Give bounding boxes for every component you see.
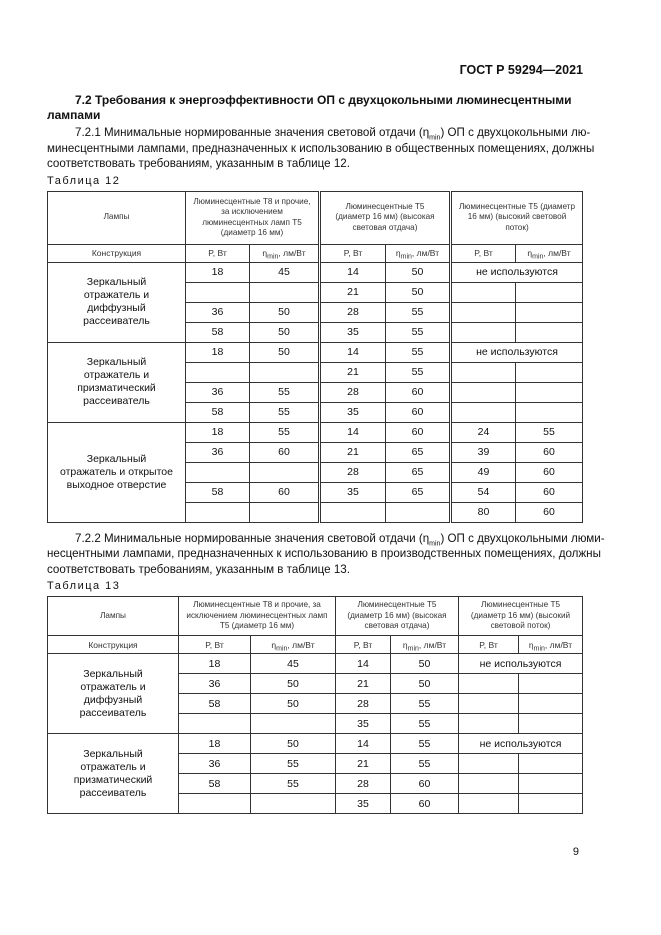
column-header-lamps: Лампы xyxy=(48,597,179,636)
table-13-caption: Таблица 13 xyxy=(47,580,121,592)
data-cell xyxy=(451,322,516,342)
data-cell: 55 xyxy=(386,302,451,322)
data-cell xyxy=(179,714,251,734)
not-used-cell: не используются xyxy=(451,262,583,282)
data-cell: 50 xyxy=(386,282,451,302)
data-cell: 58 xyxy=(179,774,251,794)
data-cell: 18 xyxy=(179,654,251,674)
data-cell xyxy=(519,694,583,714)
data-cell xyxy=(516,362,583,382)
header-row xyxy=(48,597,583,636)
data-cell xyxy=(250,282,320,302)
data-cell: 60 xyxy=(250,442,320,462)
data-cell xyxy=(251,794,336,814)
data-cell: 65 xyxy=(386,482,451,502)
data-cell xyxy=(459,794,519,814)
data-cell xyxy=(519,674,583,694)
data-cell: 60 xyxy=(516,482,583,502)
data-cell: 14 xyxy=(336,734,391,754)
data-cell xyxy=(519,774,583,794)
unit: , лм/Вт xyxy=(418,639,447,650)
construction-cell: Зеркальный отражатель и призматический рассеиватель xyxy=(48,734,179,814)
data-cell: 45 xyxy=(250,262,320,282)
table-row xyxy=(48,654,583,674)
column-header-power: P, Вт xyxy=(459,636,519,654)
data-cell: 49 xyxy=(451,462,516,482)
data-cell: 28 xyxy=(320,462,386,482)
page-content xyxy=(47,93,605,814)
table-12 xyxy=(47,191,583,523)
data-cell xyxy=(451,402,516,422)
data-cell xyxy=(186,502,250,522)
data-cell: 21 xyxy=(320,362,386,382)
data-cell: 54 xyxy=(451,482,516,502)
data-cell xyxy=(250,362,320,382)
data-cell: 14 xyxy=(336,654,391,674)
subscript: min xyxy=(429,539,441,547)
column-group-header: Люминесцентные Т5 (диаметр 16 мм) (высокая световая отдача) xyxy=(320,191,451,244)
data-cell: 36 xyxy=(179,754,251,774)
data-cell: 58 xyxy=(186,402,250,422)
data-cell: 14 xyxy=(320,342,386,362)
table-row xyxy=(48,342,583,362)
data-cell: 50 xyxy=(391,674,459,694)
data-cell: 55 xyxy=(386,362,451,382)
table-row xyxy=(48,734,583,754)
para-line: несцентными лампами, предназначенных к использованию в производственных помещениях, должны xyxy=(47,547,601,560)
data-cell: 60 xyxy=(516,502,583,522)
data-cell: 28 xyxy=(320,382,386,402)
unit: , лм/Вт xyxy=(544,639,573,650)
data-cell xyxy=(250,502,320,522)
data-cell: 55 xyxy=(250,402,320,422)
data-cell: 65 xyxy=(386,462,451,482)
para-line: минесцентными лампами, предназначенных к использованию в общественных помещениях, должны xyxy=(47,141,595,155)
column-group-header: Люминесцентные Т5 (диаметр 16 мм) (высокая световая отдача) xyxy=(336,597,459,636)
column-header-power: P, Вт xyxy=(179,636,251,654)
table-12-caption: Таблица 12 xyxy=(47,174,121,187)
table-row xyxy=(48,422,583,442)
data-cell xyxy=(459,674,519,694)
section-title xyxy=(47,93,587,123)
data-cell: 50 xyxy=(251,674,336,694)
data-cell xyxy=(519,754,583,774)
para-line xyxy=(47,125,591,142)
column-header-efficacy xyxy=(519,636,583,654)
not-used-cell: не используются xyxy=(459,734,583,754)
eta-symbol: η xyxy=(528,639,534,650)
data-cell xyxy=(459,714,519,734)
data-cell: 21 xyxy=(320,442,386,462)
data-cell: 60 xyxy=(391,774,459,794)
data-cell xyxy=(186,462,250,482)
data-cell: 21 xyxy=(320,282,386,302)
data-cell xyxy=(459,774,519,794)
column-header-efficacy xyxy=(516,244,583,262)
data-cell: 18 xyxy=(186,262,250,282)
data-cell: 39 xyxy=(451,442,516,462)
column-header-efficacy xyxy=(250,244,320,262)
subscript: min xyxy=(533,645,545,653)
data-cell xyxy=(516,282,583,302)
data-cell xyxy=(251,714,336,734)
table-13 xyxy=(47,596,583,814)
data-cell xyxy=(186,362,250,382)
subheader-row xyxy=(48,244,583,262)
data-cell: 60 xyxy=(386,422,451,442)
data-cell: 18 xyxy=(179,734,251,754)
eta-symbol: η xyxy=(395,248,401,258)
data-cell xyxy=(179,794,251,814)
data-cell: 36 xyxy=(186,302,250,322)
unit: , лм/Вт xyxy=(543,248,571,258)
data-cell: 50 xyxy=(250,302,320,322)
para-line xyxy=(47,531,605,547)
column-header-power: P, Вт xyxy=(186,244,250,262)
data-cell: 50 xyxy=(251,734,336,754)
data-cell xyxy=(519,794,583,814)
data-cell xyxy=(320,502,386,522)
paragraph-7-2-2 xyxy=(47,531,605,578)
data-cell: 55 xyxy=(386,322,451,342)
data-cell: 28 xyxy=(320,302,386,322)
data-cell: 28 xyxy=(336,694,391,714)
data-cell xyxy=(516,302,583,322)
data-cell xyxy=(451,282,516,302)
standard-number: ГОСТ Р 59294—2021 xyxy=(459,63,583,77)
data-cell: 65 xyxy=(386,442,451,462)
column-header-construction: Конструкция xyxy=(48,636,179,654)
column-header-efficacy xyxy=(386,244,451,262)
para-line: соответствовать требованиям, указанным в таблице 12. xyxy=(47,157,350,170)
data-cell xyxy=(451,302,516,322)
data-cell: 58 xyxy=(179,694,251,714)
data-cell: 45 xyxy=(251,654,336,674)
page-number: 9 xyxy=(572,846,579,858)
data-cell xyxy=(186,282,250,302)
data-cell xyxy=(451,382,516,402)
column-header-lamps: Лампы xyxy=(48,191,186,244)
data-cell: 55 xyxy=(251,754,336,774)
unit: , лм/Вт xyxy=(411,248,440,258)
column-header-efficacy xyxy=(391,636,459,654)
construction-cell: Зеркальный отражатель и открытое выходное отверстие xyxy=(48,422,186,522)
data-cell: 50 xyxy=(391,654,459,674)
data-cell: 50 xyxy=(251,694,336,714)
header-row xyxy=(48,191,583,244)
text: 7.2.2 Минимальные нормированные значения световой отдачи ( xyxy=(75,531,423,545)
column-group-header: Люминесцентные Т8 и прочие, за исключением люминесцентных ламп Т5 (диаметр 16 мм) xyxy=(186,191,320,244)
text: ) ОП с двухцокольными лю- xyxy=(440,126,591,139)
subheader-row xyxy=(48,636,583,654)
data-cell: 28 xyxy=(336,774,391,794)
data-cell: 35 xyxy=(320,322,386,342)
subscript: min xyxy=(429,134,441,142)
data-cell: 55 xyxy=(250,422,320,442)
column-header-power: P, Вт xyxy=(451,244,516,262)
not-used-cell: не используются xyxy=(459,654,583,674)
eta-symbol: η xyxy=(262,248,268,258)
data-cell: 55 xyxy=(250,382,320,402)
eta-symbol: η xyxy=(422,126,430,139)
eta-symbol: η xyxy=(422,531,430,545)
para-line: соответствовать требованиям, указанным в таблице 13. xyxy=(47,562,350,576)
unit: , лм/Вт xyxy=(287,639,315,650)
subscript: min xyxy=(532,253,544,261)
data-cell: 55 xyxy=(386,342,451,362)
data-cell: 55 xyxy=(391,694,459,714)
data-cell: 50 xyxy=(250,322,320,342)
data-cell: 24 xyxy=(451,422,516,442)
data-cell: 35 xyxy=(320,402,386,422)
column-group-header: Люминесцентные Т5 (диаметр 16 мм) (высокий световой поток) xyxy=(451,191,583,244)
data-cell: 55 xyxy=(391,714,459,734)
data-cell: 50 xyxy=(250,342,320,362)
construction-cell: Зеркальный отражатель и диффузный рассеиватель xyxy=(48,654,179,734)
data-cell xyxy=(459,754,519,774)
data-cell: 18 xyxy=(186,422,250,442)
section-title-text: 7.2 Требования к энергоэффективности ОП с двухцокольными люминесцентными лампами xyxy=(47,93,572,122)
data-cell: 21 xyxy=(336,674,391,694)
data-cell: 55 xyxy=(251,774,336,794)
data-cell: 35 xyxy=(336,794,391,814)
subscript: min xyxy=(267,253,279,261)
column-header-construction: Конструкция xyxy=(48,244,186,262)
column-header-efficacy xyxy=(251,636,336,654)
table-row xyxy=(48,262,583,282)
eta-symbol: η xyxy=(271,639,277,650)
data-cell: 55 xyxy=(516,422,583,442)
unit: , лм/Вт xyxy=(278,248,306,258)
data-cell: 58 xyxy=(186,322,250,342)
column-header-power: P, Вт xyxy=(320,244,386,262)
data-cell: 55 xyxy=(391,754,459,774)
data-cell: 80 xyxy=(451,502,516,522)
text: ) ОП с двухцокольными люми- xyxy=(440,531,605,545)
data-cell: 58 xyxy=(186,482,250,502)
subscript: min xyxy=(276,645,288,653)
data-cell xyxy=(459,694,519,714)
data-cell: 60 xyxy=(516,442,583,462)
column-group-header: Люминесцентные Т8 и прочие, за исключением люминесцентных ламп Т5 (диаметр 16 мм) xyxy=(179,597,336,636)
data-cell: 35 xyxy=(320,482,386,502)
construction-cell: Зеркальный отражатель и призматический рассеиватель xyxy=(48,342,186,422)
data-cell: 36 xyxy=(179,674,251,694)
data-cell xyxy=(250,462,320,482)
data-cell: 14 xyxy=(320,422,386,442)
text: 7.2.1 Минимальные нормированные значения световой отдачи ( xyxy=(75,126,423,139)
column-header-power: P, Вт xyxy=(336,636,391,654)
data-cell: 60 xyxy=(516,462,583,482)
data-cell: 36 xyxy=(186,382,250,402)
data-cell: 35 xyxy=(336,714,391,734)
not-used-cell: не используются xyxy=(451,342,583,362)
data-cell: 60 xyxy=(250,482,320,502)
data-cell xyxy=(519,714,583,734)
data-cell xyxy=(386,502,451,522)
data-cell: 18 xyxy=(186,342,250,362)
data-cell: 36 xyxy=(186,442,250,462)
data-cell: 55 xyxy=(391,734,459,754)
subscript: min xyxy=(400,253,412,261)
data-cell: 21 xyxy=(336,754,391,774)
data-cell: 60 xyxy=(386,402,451,422)
subscript: min xyxy=(407,645,419,653)
eta-symbol: η xyxy=(402,639,408,650)
data-cell xyxy=(516,382,583,402)
data-cell: 14 xyxy=(320,262,386,282)
data-cell: 50 xyxy=(386,262,451,282)
data-cell xyxy=(516,322,583,342)
data-cell xyxy=(451,362,516,382)
paragraph-7-2-1 xyxy=(47,125,595,172)
data-cell xyxy=(516,402,583,422)
data-cell: 60 xyxy=(391,794,459,814)
column-group-header: Люминесцентные Т5 (диаметр 16 мм) (высокий световой поток) xyxy=(459,597,583,636)
construction-cell: Зеркальный отражатель и диффузный рассеиватель xyxy=(48,262,186,342)
eta-symbol: η xyxy=(527,248,533,258)
data-cell: 60 xyxy=(386,382,451,402)
